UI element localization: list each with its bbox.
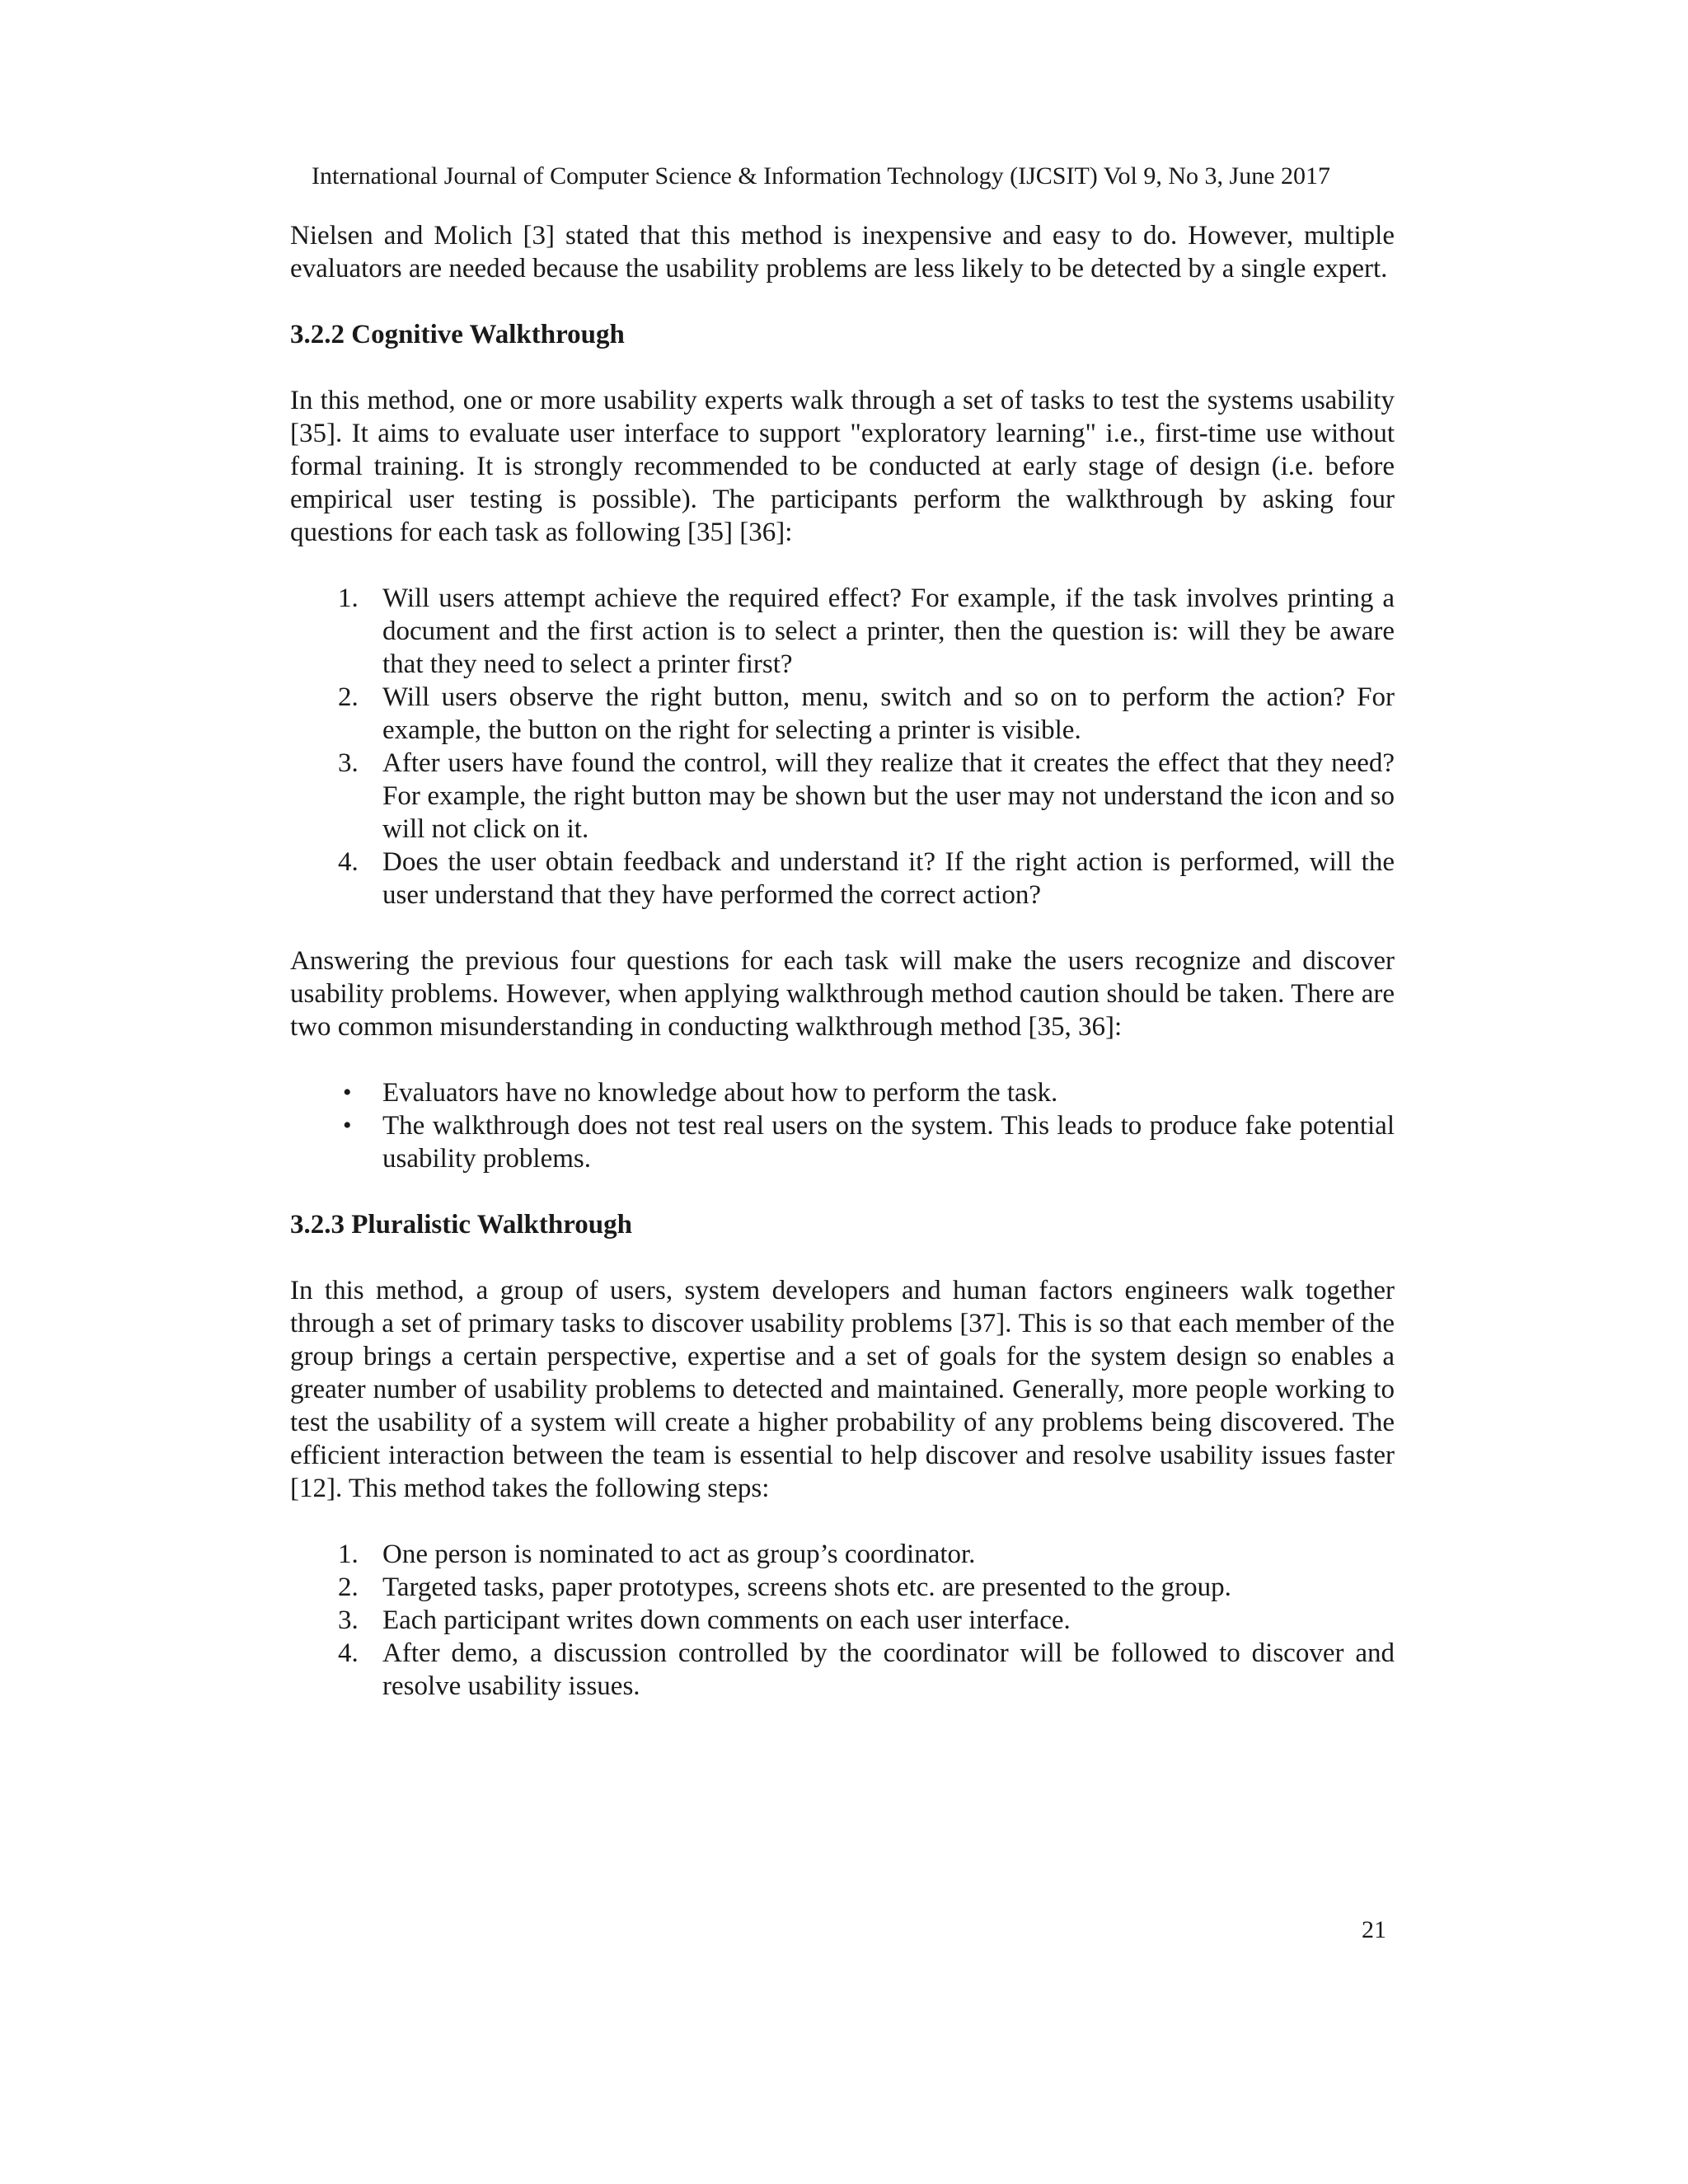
list-number: 3. [338,748,359,778]
list-item [290,1637,1395,1703]
section-heading-pluralistic-walkthrough: 3.2.3 Pluralistic Walkthrough [290,1210,633,1240]
page-number: 21 [1362,1916,1386,1943]
list-item-text: Targeted tasks, paper prototypes, screens shots etc. are presented to the group. [382,1572,1231,1602]
walkthrough-followup-paragraph: Answering the previous four questions for each task will make the users recognize and discover usability problems. However, when applying walkthrough method caution should be taken. There are two common misunderstanding in conducting walkthrough method [35, 36]: [290,946,1395,1042]
list-number: 1. [338,583,359,613]
list-item [290,1076,1395,1109]
pluralistic-steps-list [290,1538,1395,1703]
list-number: 2. [338,1572,359,1602]
misunderstandings-list [290,1076,1395,1175]
cognitive-questions-list [290,582,1395,912]
list-item-text: After users have found the control, will they realize that it creates the effect that they need? For example, the right button may be shown but the user may not understand the icon and so will not click on it. [382,748,1395,844]
list-item-text: The walkthrough does not test real users on the system. This leads to produce fake potential usability problems. [382,1111,1395,1174]
list-item-text: One person is nominated to act as group’s coordinator. [382,1540,976,1569]
list-number: 1. [338,1540,359,1569]
list-item [290,681,1395,747]
list-number: 2. [338,682,359,712]
list-item-text: Will users observe the right button, menu, switch and so on to perform the action? For example, the button on the right for selecting a printer is visible. [382,682,1395,745]
intro-paragraph: Nielsen and Molich [3] stated that this method is inexpensive and easy to do. However, multiple evaluators are needed because the usability problems are less likely to be detected by a single expert. [290,221,1395,284]
list-item [290,747,1395,846]
list-item-text: Each participant writes down comments on each user interface. [382,1605,1071,1635]
journal-running-header: International Journal of Computer Science & Information Technology (IJCSIT) Vol 9, No 3, June 2017 [312,162,1331,190]
cognitive-walkthrough-paragraph: In this method, one or more usability experts walk through a set of tasks to test the systems usability [35]. It aims to evaluate user interface to support "exploratory learning" i.e., first-time use without formal training. It is strongly recommended to be conducted at early stage of design (i.e. before empirical user testing is possible). The participants perform the walkthrough by asking four questions for each task as following [35] [36]: [290,386,1395,547]
list-number: 4. [338,1638,359,1668]
list-item [290,1604,1395,1637]
list-item [290,1538,1395,1571]
list-number: 3. [338,1605,359,1635]
bullet-icon: • [343,1079,352,1106]
list-item [290,582,1395,681]
article-body [290,219,1395,1703]
list-item [290,846,1395,912]
list-item-text: Does the user obtain feedback and understand it? If the right action is performed, will the user understand that they have performed the correct action? [382,847,1395,910]
list-number: 4. [338,847,359,877]
list-item [290,1571,1395,1604]
section-heading-cognitive-walkthrough: 3.2.2 Cognitive Walkthrough [290,320,625,349]
bullet-icon: • [343,1112,352,1139]
list-item-text: Will users attempt achieve the required effect? For example, if the task involves printing a document and the first action is to select a printer, then the question is: will they be aware that they need to select a printer first? [382,583,1395,679]
list-item [290,1109,1395,1175]
list-item-text: After demo, a discussion controlled by the coordinator will be followed to discover and resolve usability issues. [382,1638,1395,1701]
pluralistic-walkthrough-paragraph: In this method, a group of users, system developers and human factors engineers walk together through a set of primary tasks to discover usability problems [37]. This is so that each member of the group brings a certain perspective, expertise and a set of goals for the system design so enables a greater number of usability problems to detected and maintained. Generally, more people working to test the usability of a system will create a higher probability of any problems being discovered. The efficient interaction between the team is essential to help discover and resolve usability issues faster [12]. This method takes the following steps: [290,1276,1395,1503]
list-item-text: Evaluators have no knowledge about how to perform the task. [382,1078,1058,1108]
